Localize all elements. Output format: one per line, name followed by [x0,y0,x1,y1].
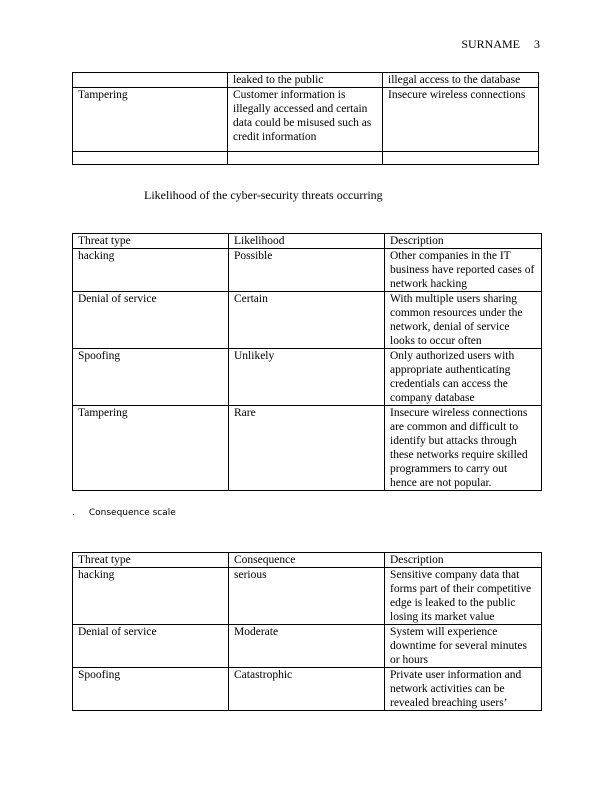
table-row [73,349,542,406]
table-cell: Insecure wireless connections are common and difficult to identify but attacks through these networks require skilled programmers to carry out hence are not popular. [385,406,542,491]
header-page-number: 3 [534,37,540,51]
consequence-table [72,552,542,711]
table-cell: Unlikely [229,349,385,406]
table-cell: Insecure wireless connections [383,88,539,152]
table-cell: System will experience downtime for several minutes or hours [385,625,542,668]
table-cell: Denial of service [73,292,229,349]
list-bullet: . [72,508,75,518]
table-header-row [73,234,542,249]
table-cell: serious [229,568,385,625]
table-cell [73,73,228,88]
column-header: Likelihood [229,234,385,249]
column-header: Description [385,234,542,249]
likelihood-heading: Likelihood of the cyber-security threats occurring [144,188,383,202]
table-row [73,292,542,349]
column-header: Consequence [229,553,385,568]
table-cell: Moderate [229,625,385,668]
table-cell: Certain [229,292,385,349]
threat-table-continuation [72,72,539,165]
table-cell: hacking [73,568,229,625]
table-cell: Tampering [73,88,228,152]
table-row [73,249,542,292]
column-header: Description [385,553,542,568]
header-surname: SURNAME [461,37,520,51]
table-cell: illegal access to the database [383,73,539,88]
consequence-title: Consequence scale [88,508,176,518]
table-cell: Spoofing [73,668,229,711]
table-cell [73,152,228,165]
table-row [73,568,542,625]
table-cell: hacking [73,249,229,292]
table-cell: Private user information and network activities can be revealed breaching users’ [385,668,542,711]
table-cell: Possible [229,249,385,292]
column-header: Threat type [73,234,229,249]
table-row [73,152,539,165]
table-cell: Rare [229,406,385,491]
table-cell: Denial of service [73,625,229,668]
table-cell: leaked to the public [228,73,383,88]
table-row [73,625,542,668]
table-cell: Other companies in the IT business have reported cases of network hacking [385,249,542,292]
table-cell [228,152,383,165]
table-cell: Tampering [73,406,229,491]
table-cell: Only authorized users with appropriate authenticating credentials can access the company database [385,349,542,406]
page-header [461,37,540,52]
table-cell [383,152,539,165]
table-row [73,668,542,711]
table-cell: With multiple users sharing common resources under the network, denial of service looks to occur often [385,292,542,349]
column-header: Threat type [73,553,229,568]
table-row [73,406,542,491]
table-cell: Sensitive company data that forms part of their competitive edge is leaked to the public losing its market value [385,568,542,625]
table-row [73,73,539,88]
table-header-row [73,553,542,568]
table-cell: Spoofing [73,349,229,406]
likelihood-table [72,233,542,491]
table-row [73,88,539,152]
consequence-heading [72,508,176,518]
table-cell: Customer information is illegally accessed and certain data could be misused such as credit information [228,88,383,152]
table-cell: Catastrophic [229,668,385,711]
